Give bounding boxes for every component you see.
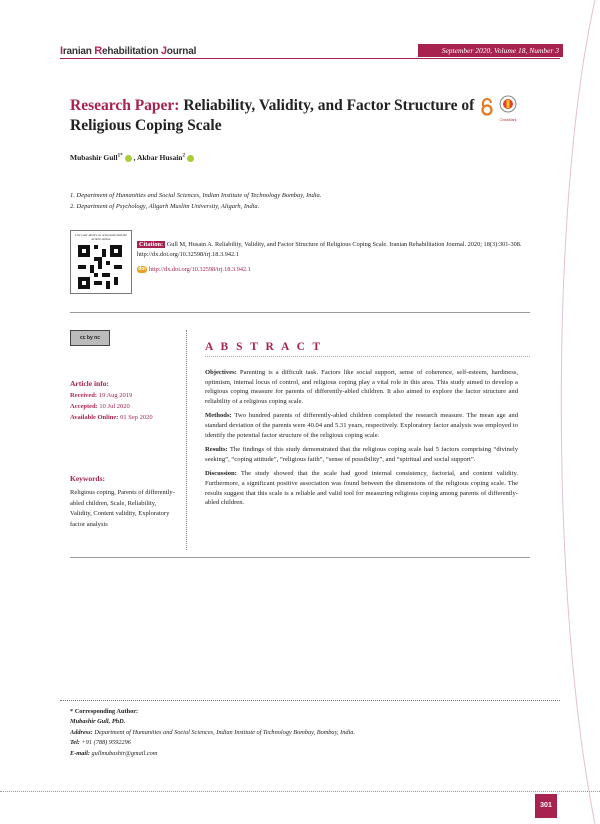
article-dates [70,390,153,423]
keywords-text: Religious coping, Parents of differently-abled children, Scale, Reliability, Validity, Content validity, Exploratory factor analysis [70,489,175,528]
qr-caption: Use your device to scan and read the article online [75,233,127,241]
author-name: Mubashir Gull [70,153,118,162]
abstract-heading: A B S T R A C T [205,341,323,353]
doi-icon: doi [138,266,146,273]
corresponding-author [70,707,355,759]
author-sup: 2 [182,153,185,159]
accepted-date: 10 Jul 2020 [99,403,130,410]
author-name: Akbar Husain [136,153,183,162]
corr-address-label: Address: [70,728,93,736]
paper-title [70,96,485,136]
paper-kind: Research Paper: [70,97,180,114]
citation-body: Gull M, Husain A. Reliability, Validity, and Factor Structure of Religious Coping Scale. Iranian Rehabilitation Journal. 2020; 18(3):301-308. http://dx.doi.org/10.32598/irj.18.3.942.1 [137,241,522,258]
qr-code-icon[interactable] [78,245,122,289]
header-rule [60,58,560,59]
abstract-discussion: Discussion: The study showed that the scale had good internal consistency, factorial, and content validity. Furthermore, a significant positive association was found between the dimensions of the religious coping scale. The results suggest that this scale is a reliable and valid tool for measuring religious coping among parents of differently-abled children. [205,470,518,507]
keywords-heading: Keywords: [70,474,105,483]
abstract-methods: Methods: Two hundred parents of differently-abled children completed the research measure. The mean age and standard deviation of the parents were 40.04 and 5.31 years, respectively. Exploratory factor analysis was employed to identify the potential factor structure of the religious coping scale. [205,412,518,439]
author-sup: 1* [117,153,123,159]
section-rule [70,312,530,313]
crossmark-label: CrossMark [499,118,517,122]
online-date: 01 Sep 2020 [120,414,153,421]
abstract-rule [205,356,530,357]
doi-line[interactable] [137,266,251,273]
citation-label: Citation: [139,241,164,248]
corr-email-label: E-mail: [70,749,90,757]
article-info-heading: Article info: [70,379,109,388]
corr-address: Department of Humanities and Social Sciences, Indian Institute of Technology Bombay, Bombay, India. [94,728,356,736]
corr-name: Mubashir Gull, PhD. [70,718,126,726]
abstract-end-rule [70,557,530,558]
accepted-label: Accepted: [70,403,98,410]
received-date: 19 Aug 2019 [98,392,133,399]
corr-heading: * Corresponding Author: [70,708,139,715]
affiliation-1: 1. Department of Humanities and Social Sciences, Indian Institute of Technology Bombay, India. [70,192,322,199]
abstract-objectives: Objectives: Parenting is a difficult task. Factors like social support, sense of coherence, self-esteem, hardiness, optimism, internal locus of control, and religious coping play a vital role in this area. This study aimed to develop a religious coping measure for parents of differently-abled children. It also aimed to explore the factor structure and reliability of a religious coping scale. [205,369,519,405]
orcid-icon[interactable] [125,155,132,162]
open-access-icon [480,98,494,116]
qr-code-box[interactable] [70,230,132,294]
corr-email[interactable]: gullmubashir@gmail.com [91,749,158,757]
cc-license-icon[interactable]: cc by nc [70,330,110,346]
author-list: Mubashir Gull$^{1*}$ , Akbar Husain$^2$ [70,153,196,162]
orcid-icon[interactable] [187,155,194,162]
crossmark-icon[interactable] [497,95,519,122]
abstract-results: Results: The findings of this study demonstrated that the religious coping scale had 5 factors comprising “divinely seeking”, “coping attitude”, “religious faith”, “sense of possibility”, and “spiritual and social support”. [205,446,518,463]
journal-name: Iranian Rehabilitation Journal [60,45,197,57]
received-label: Received: [70,392,98,399]
abstract-body [205,368,518,513]
page-bottom-rule [0,791,600,792]
paper-title-text: Reliability, Validity, and Factor Structure of Religious Coping Scale [70,97,475,134]
page-number: 301 [535,794,557,818]
footnote-rule [60,700,560,701]
doi-link[interactable]: http://dx.doi.org/10.32598/irj.18.3.942.1 [149,266,251,273]
online-label: Available Online: [70,414,119,421]
corr-tel-label: Tel: [70,739,80,747]
column-divider [186,330,187,550]
affiliation-2: 2. Department of Psychology, Aligarh Muslim University, Aligarh, India. [70,203,260,210]
citation-text [137,240,532,260]
issue-banner: September 2020, Volume 18, Number 3 [418,44,563,57]
corr-tel: +91 (788) 9592296 [81,739,131,747]
